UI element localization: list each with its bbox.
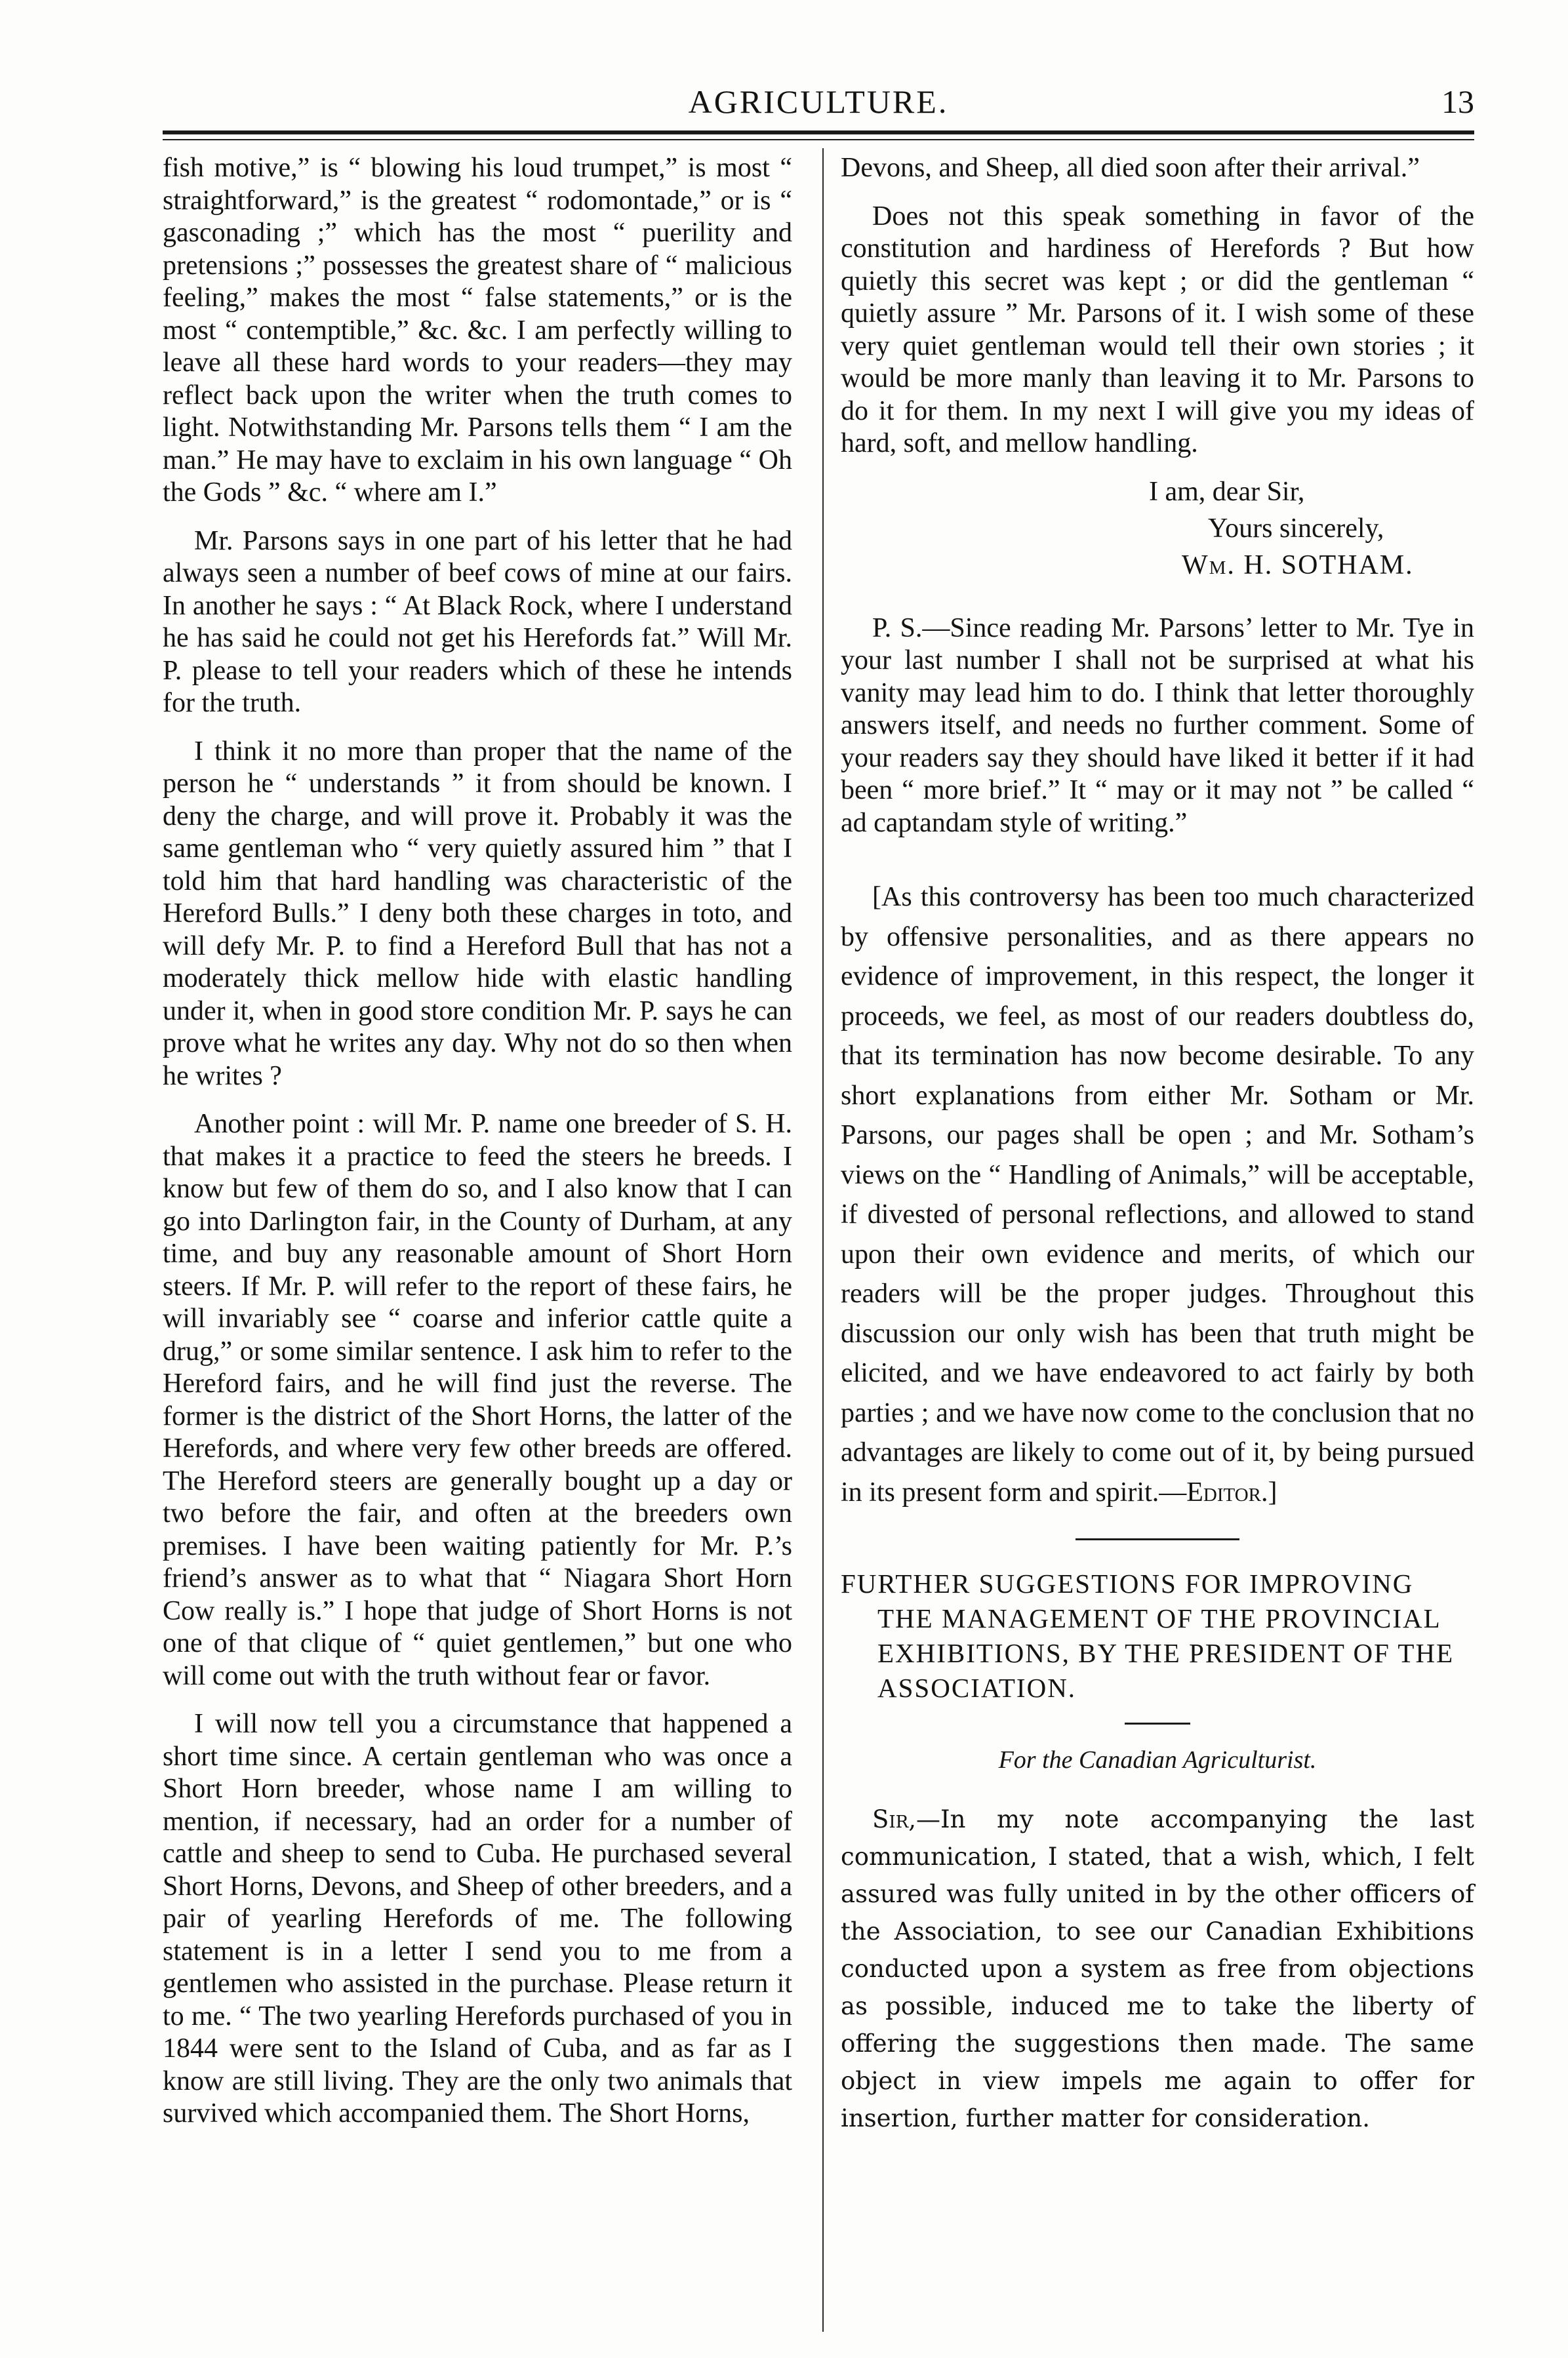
left-paragraph-deny-charge: I think it no more than proper that the name of the person he “ understands ” it from should be known. I deny the charge, and will prove it. Probably it was the same gentleman who “ very quietly assured him ” that I told him that hard handling was characteristic of the Hereford Bulls.” I deny both these charges in toto, and will defy Mr. P. to find a Hereford Bull that has not a moderately thick mellow hide with elastic handling under it, when in good store condition Mr. P. says he can prove what he writes any day. Why not do so then when he writes ? <box>163 736 792 1091</box>
left-paragraph-another-point: Another point : will Mr. P. name one breeder of S. H. that makes it a practice to feed the steers he breeds. I know but few of them do so, and I also know that I can go into Darlington fair, in the County of Durham, at any time, and buy any reasonable amount of Short Horn steers. If Mr. P. will refer to the report of these fairs, he will invariably see “ coarse and inferior cattle quite a drug,” or some similar sentence. I ask him to refer to the Hereford fairs, and he will find just the reverse. The former is the district of the Short Horns, the latter of the Herefords, and where very few other breeds are offered. The Hereford steers are generally bought up a day or two before the fair, and often at the breeders own premises. I have been waiting patiently for Mr. P.’s friend’s answer as to what that “ Niagara Short Horn Cow really is.” I hope that judge of Short Horns is not one of that clique of “ quiet gentlemen,” but one who will come out with the truth without fear or favor. <box>163 1109 792 1691</box>
page-header <box>163 83 1474 129</box>
signoff-salutation: I am, dear Sir, <box>1149 476 1305 507</box>
section-heading: FURTHER SUGGESTIONS FOR IMPROVING THE MANAGEMENT OF THE PROVINCIAL EXHIBITIONS, BY THE PRESIDENT OF THE ASSOCIATION. <box>841 1569 1455 1703</box>
left-paragraph-beef-cows: Mr. Parsons says in one part of his letter that he had always seen a number of beef cows of mine at our fairs. In another he says : “ At Black Rock, where I understand he has said he could not get his Herefords fat.” Will Mr. P. please to tell your readers which of these he intends for the truth. <box>163 525 792 718</box>
section-divider-rule <box>1075 1538 1239 1540</box>
editor-note <box>841 877 1474 1512</box>
header-rule-thick <box>163 130 1474 134</box>
letter-salutation: Sir, <box>872 1805 916 1833</box>
signoff-signature: Wm. H. SOTHAM. <box>1182 550 1414 580</box>
postscript: P. S.—Since reading Mr. Parsons’ letter to Mr. Tye in your last number I shall not be surprised at what his vanity may lead him to do. I think that letter thoroughly answers itself, and needs no further comment. Some of your readers say they should have liked it better if it had been “ more brief.” It “ may or it may not ” be called “ ad captandam style of writing.” <box>841 612 1474 838</box>
right-paragraph-continuation: Devons, and Sheep, all died soon after their arrival.” <box>841 153 1420 183</box>
left-column <box>163 152 792 2130</box>
letter-body-text: —In my note accompanying the last communication, I stated, that a wish, which, I felt assured was fully united in by the other officers of the Association, to see our Canadian Exhibitions conducted upon a system as free from objections as possible, induced me to take the liberty of offering the suggestions then made. The same object in view impels me again to offer for insertion, further matter for consideration. <box>841 1805 1474 2132</box>
running-title: AGRICULTURE. <box>688 83 949 120</box>
byline: For the Canadian Agriculturist. <box>998 1746 1317 1774</box>
letter-body <box>841 1801 1474 2137</box>
column-divider <box>822 148 824 2332</box>
signoff-closing: Yours sincerely, <box>1208 513 1384 544</box>
left-paragraph-cuba: I will now tell you a circumstance that happened a short time since. A certain gentleman who was once a Short Horn breeder, whose name I am willing to mention, if necessary, had an order for a number of cattle and sheep to send to Cuba. He purchased several Short Horns, Devons, and Sheep of other breeders, and a pair of yearling Herefords of me. The following statement is in a letter I send you to me from a gentlemen who assisted in the purchase. Please return it to me. “ The two yearling Herefords purchased of you in 1844 were sent to the Island of Cuba, and as far as I know are still living. They are the only two animals that survived which accompanied them. The Short Horns, <box>163 1709 792 2128</box>
right-column <box>841 152 1474 2137</box>
editor-signature: Editor.] <box>1186 1477 1277 1508</box>
letter-signoff <box>841 473 1474 584</box>
heading-short-rule <box>1125 1723 1190 1725</box>
editor-note-text: [As this controversy has been too much characterized by offensive personalities, and as there appears no evidence of improvement, in this respect, the longer it proceeds, we feel, as most of our readers doubtless do, that its termination has now become desirable. To any short explanations from either Mr. Sotham or Mr. Parsons, our pages shall be open ; and Mr. Sotham’s views on the “ Handling of Animals,” will be acceptable, if divested of personal reflections, and allowed to stand upon their own evidence and merits, of which our readers will be the proper judges. Throughout this discussion our only wish has been that truth might be elicited, and we have endeavored to act fairly by both parties ; and we have now come to the conclusion that no advantages are likely to come out of it, by being pursued in its present form and spirit.— <box>841 882 1474 1508</box>
right-paragraph-herefords: Does not this speak something in favor of the constitution and hardiness of Herefords ? But how quietly this secret was kept ; or did the gentleman “ quietly assure ” Mr. Parsons of it. I wish some of these very quiet gentleman would tell their own stories ; it would be more manly than leaving it to Mr. Parsons to do it for them. In my next I will give you my ideas of hard, soft, and mellow handling. <box>841 201 1474 458</box>
page-number: 13 <box>1441 83 1474 120</box>
header-rule-thin <box>163 139 1474 140</box>
left-paragraph-continuation: fish motive,” is “ blowing his loud trumpet,” is most “ straightforward,” is the greatest “ rodomontade,” or is “ gasconading ;” which has the most “ puerility and pretensions ;” possesses the greatest share of “ malicious feeling,” makes the most “ false statements,” or is the most “ contemptible,” &c. &c. I am perfectly willing to leave all these hard words to your readers—they may reflect back upon the writer when the truth comes to light. Notwithstanding Mr. Parsons tells them “ I am the man.” He may have to exclaim in his own language “ Oh the Gods ” &c. “ where am I.” <box>163 153 792 508</box>
